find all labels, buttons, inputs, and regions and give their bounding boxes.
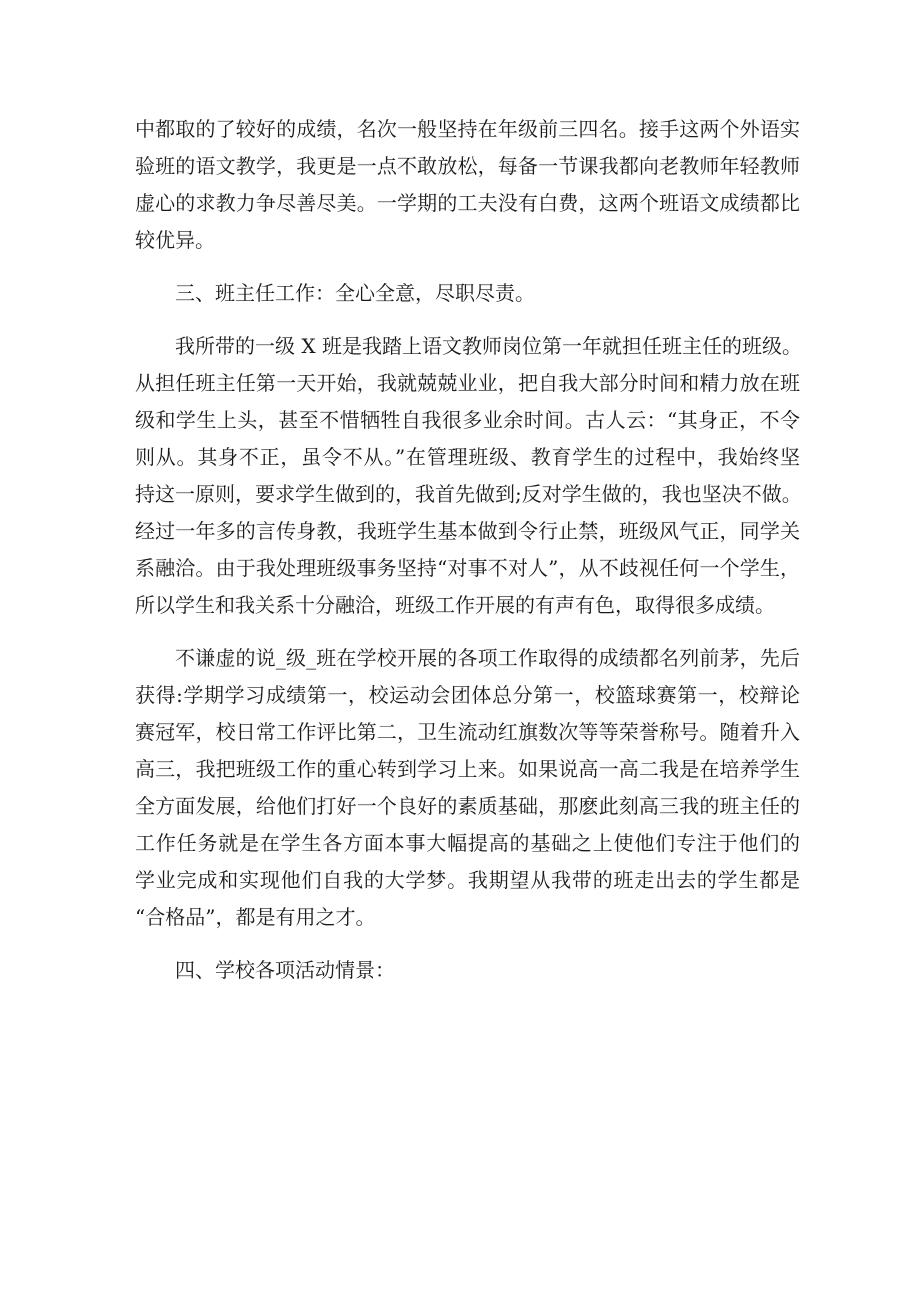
- text-line: 中都取的了较好的成绩，名次一般坚持在年级前三四名。接手这两个外语实: [135, 117, 800, 141]
- text-line: 全方面发展，给他们打好一个良好的素质基础，那麽此刻高三我的班主任的: [135, 794, 800, 818]
- heading-text: 四、学校各项活动情景：: [175, 958, 395, 982]
- text-line: 虚心的求教力争尽善尽美。一学期的工夫没有白费，这两个班语文成绩都比: [135, 191, 800, 215]
- text-line: 较优异。: [135, 228, 215, 252]
- text-line: 赛冠军，校日常工作评比第二，卫生流动红旗数次等等荣誉称号。随着升入: [135, 720, 800, 744]
- paragraph-spacer: [135, 312, 800, 328]
- text-line: 经过一年多的言传身教，我班学生基本做到令行止禁，班级风气正，同学关: [135, 519, 800, 543]
- paragraph-spacer: [135, 936, 800, 952]
- text-line: 高三，我把班级工作的重心转到学习上来。如果说高一高二我是在培养学生: [135, 757, 800, 781]
- text-line: 工作任务就是在学生各方面本事大幅提高的基础之上使他们专注于他们的: [135, 831, 800, 855]
- section-heading-4: [135, 952, 800, 989]
- text-line: 不谦虚的说_级_班在学校开展的各项工作取得的成绩都名列前茅，先后: [175, 646, 800, 670]
- text-line: 则从。其身不正，虽令不从。”在管理班级、教育学生的过程中，我始终坚: [135, 445, 800, 469]
- heading-text: 三、班主任工作：全心全意，尽职尽责。: [175, 281, 535, 305]
- paragraph-spacer: [135, 624, 800, 640]
- text-line: 系融洽。由于我处理班级事务坚持“对事不对人”，从不歧视任何一个学生，: [135, 556, 800, 580]
- paragraph-achievements: [135, 640, 800, 936]
- text-line: 持这一原则，要求学生做到的，我首先做到;反对学生做的，我也坚决不做。: [135, 482, 802, 506]
- document-body: [135, 111, 800, 989]
- paragraph-head-teacher: [135, 328, 800, 624]
- paragraph-grades: [135, 111, 800, 259]
- section-heading-3: [135, 275, 800, 312]
- text-line: 验班的语文教学，我更是一点不敢放松，每备一节课我都向老教师年轻教师: [135, 154, 800, 178]
- text-line: 从担任班主任第一天开始，我就兢兢业业，把自我大部分时间和精力放在班: [135, 371, 800, 395]
- text-line: 获得:学期学习成绩第一，校运动会团体总分第一，校篮球赛第一，校辩论: [135, 683, 800, 707]
- text-line: 级和学生上头，甚至不惜牺牲自我很多业余时间。古人云：“其身正，不令: [135, 408, 800, 432]
- text-line: 学业完成和实现他们自我的大学梦。我期望从我带的班走出去的学生都是: [135, 868, 800, 892]
- paragraph-spacer: [135, 259, 800, 275]
- text-line: “合格品”，都是有用之才。: [135, 905, 376, 929]
- text-line: 所以学生和我关系十分融洽，班级工作开展的有声有色，取得很多成绩。: [135, 593, 775, 617]
- text-line: 我所带的一级 X 班是我踏上语文教师岗位第一年就担任班主任的班级。: [175, 334, 802, 358]
